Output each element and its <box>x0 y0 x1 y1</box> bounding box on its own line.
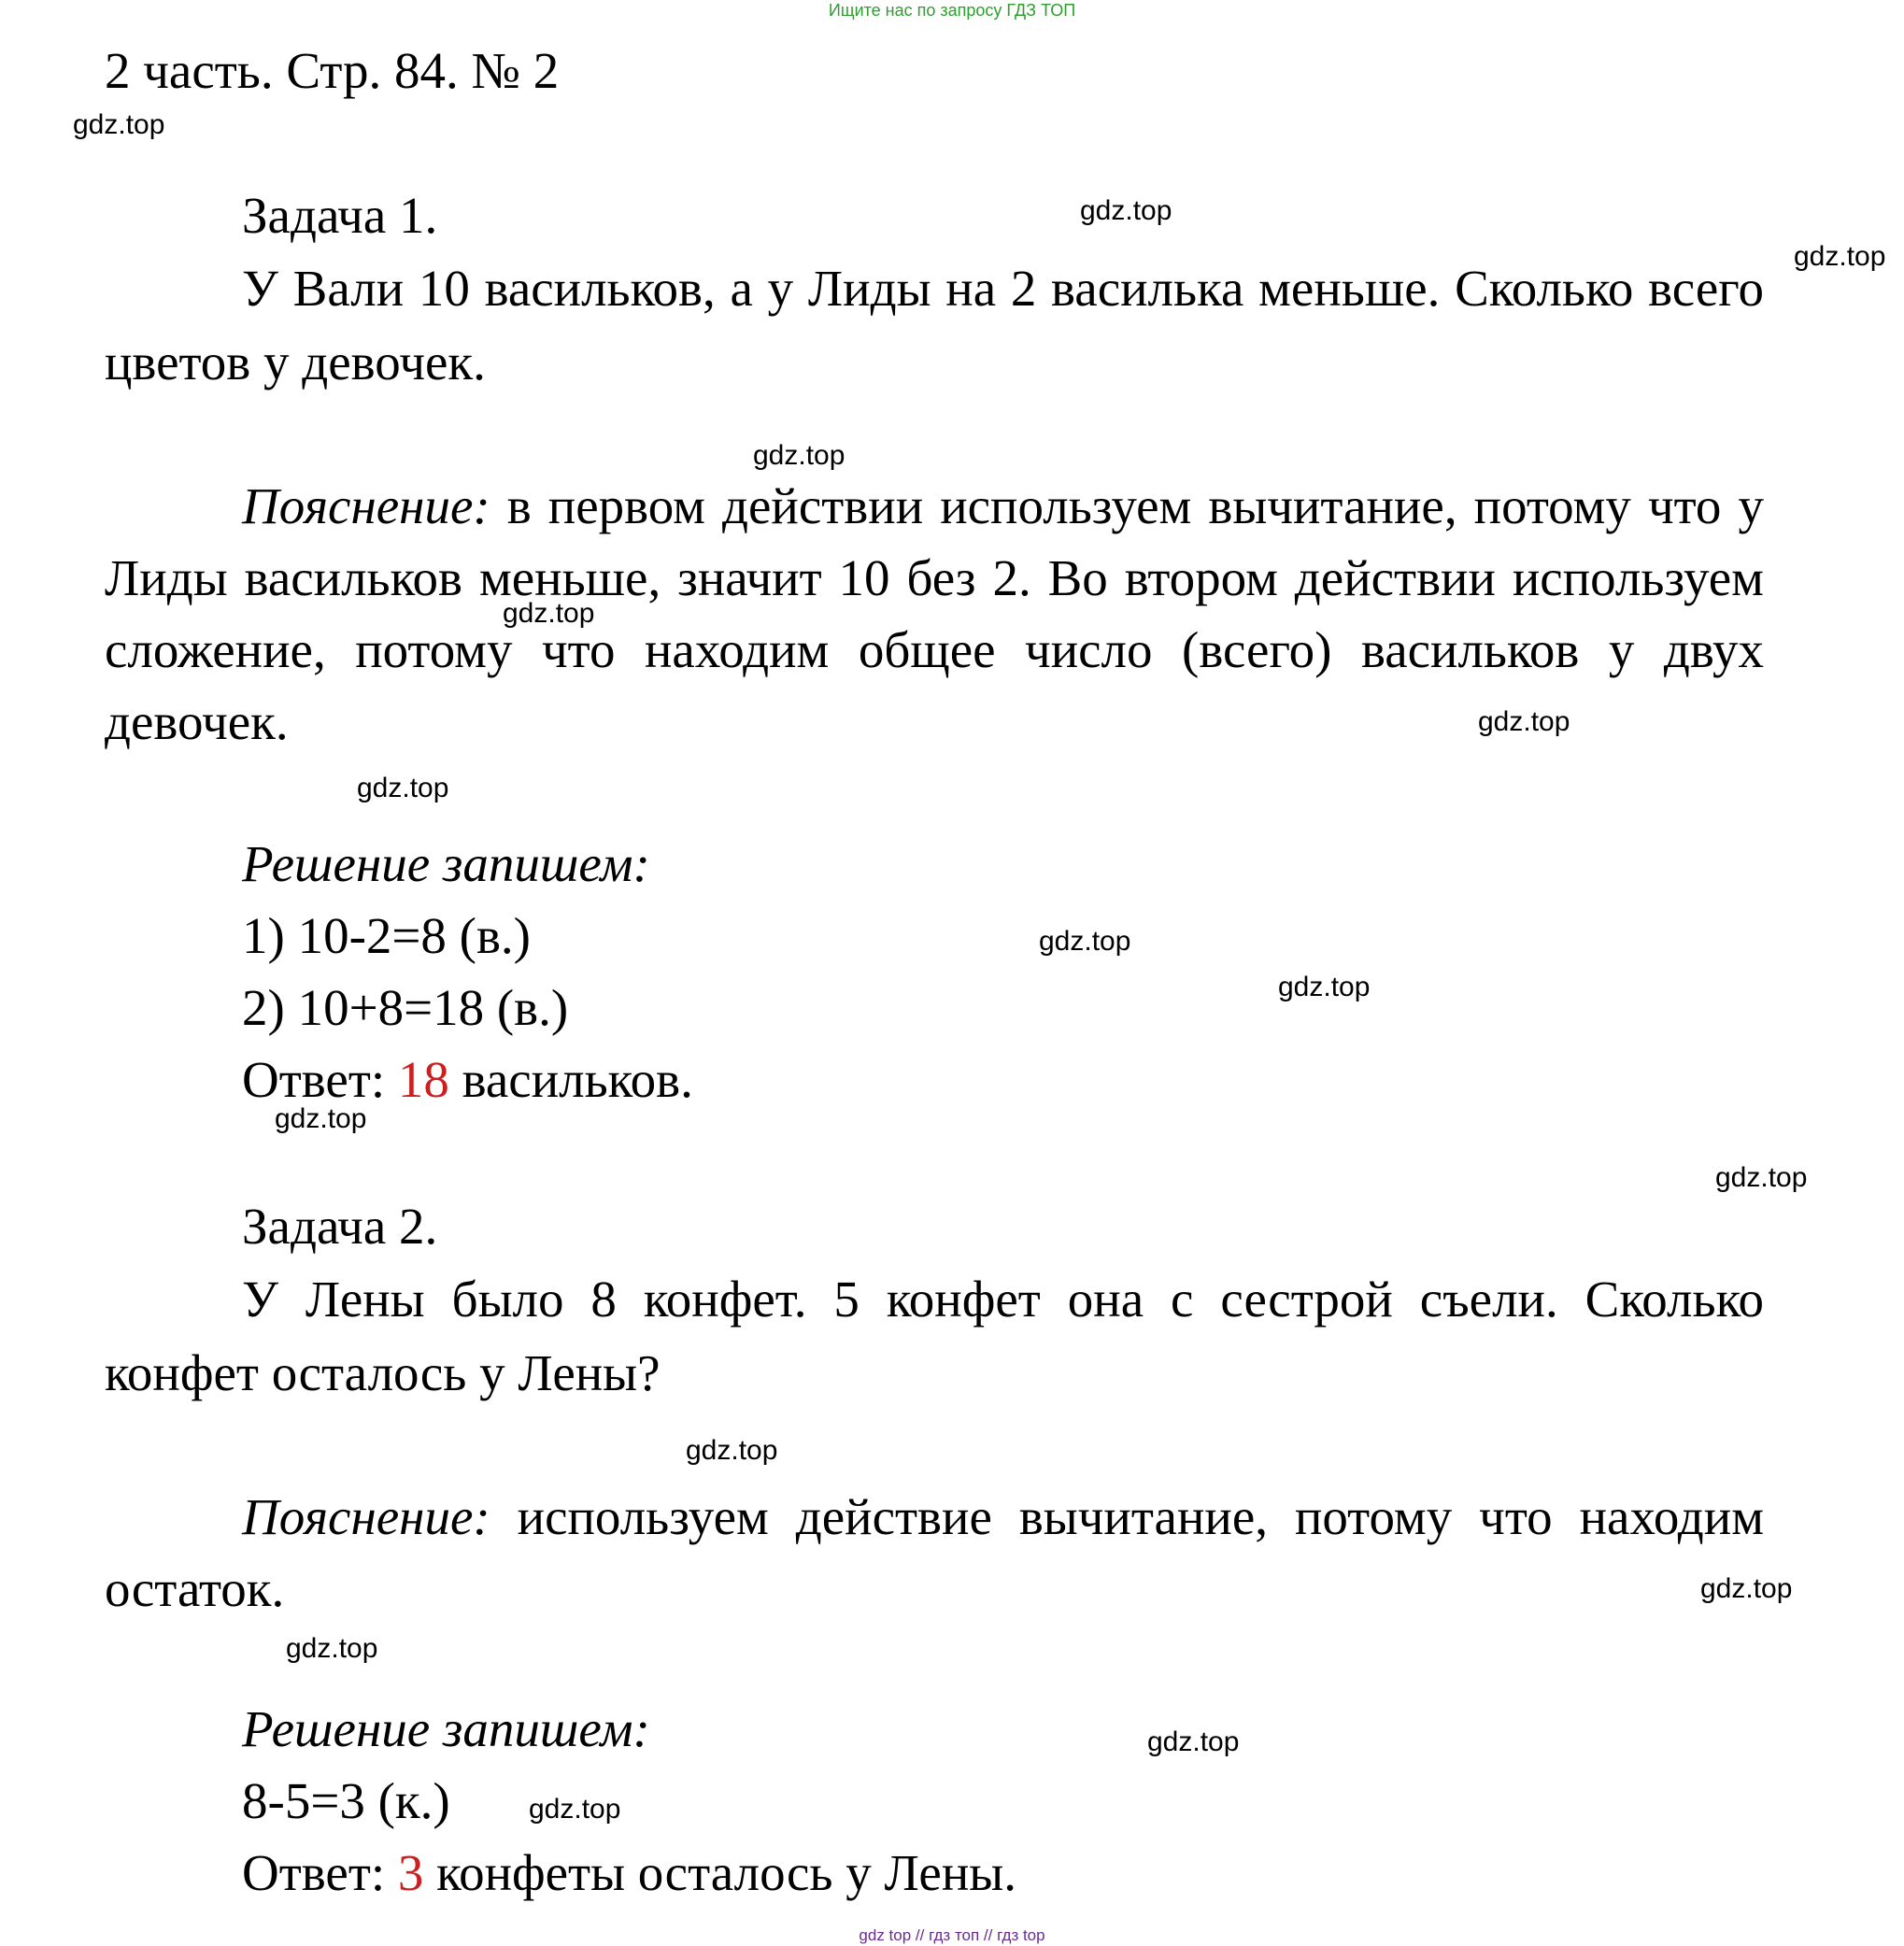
task1-solution-label: Решение запишем: <box>242 835 650 892</box>
watermark: gdz.top <box>1715 1162 1808 1193</box>
task2-answer <box>105 1837 1901 1909</box>
watermark: gdz.top <box>1147 1726 1240 1757</box>
watermark: gdz.top <box>73 109 165 140</box>
task1-explanation-text: в первом действии используем вычитание, потому что у Лиды васильков меньше, значит 10 без 2. Во втором действии используем сложение, потому что находим общее число (всего) васильков у двух девочек. <box>105 477 1764 750</box>
task2-title: Задача 2. <box>242 1198 438 1255</box>
task2-solution-label: Решение запишем: <box>242 1700 650 1757</box>
task1-title: Задача 1. <box>242 187 438 244</box>
task1-step-1: 1) 10-2=8 (в.) <box>242 907 531 964</box>
top-banner: Ищите нас по запросу ГДЗ ТОП <box>828 1 1076 20</box>
task2-answer-value: 3 <box>397 1844 424 1901</box>
task1-answer-label: Ответ: <box>242 1051 386 1108</box>
watermark: gdz.top <box>1278 972 1371 1002</box>
watermark: gdz.top <box>686 1435 778 1466</box>
footer: gdz top // гдз топ // гдз top <box>859 1926 1045 1944</box>
task2-explanation <box>105 1481 1764 1625</box>
task2-text: У Лены было 8 конфет. 5 конфет она с сестрой съели. Сколько конфет осталось у Лены? <box>105 1271 1764 1401</box>
watermark: gdz.top <box>1039 926 1131 957</box>
watermark: gdz.top <box>1478 706 1570 737</box>
watermark: gdz.top <box>357 773 449 803</box>
task1-answer-value: 18 <box>397 1051 449 1108</box>
task1-explanation-label: Пояснение: <box>242 477 490 534</box>
watermark: gdz.top <box>503 598 595 629</box>
task2-step: 8-5=3 (к.) <box>242 1772 450 1829</box>
task1-step-2: 2) 10+8=18 (в.) <box>242 979 569 1036</box>
task1-answer <box>105 1044 1901 1115</box>
watermark: gdz.top <box>275 1103 367 1134</box>
task1-text: У Вали 10 васильков, а у Лиды на 2 василька меньше. Сколько всего цветов у девочек. <box>105 260 1764 391</box>
watermark: gdz.top <box>1700 1573 1793 1604</box>
task2-explanation-label: Пояснение: <box>242 1488 490 1545</box>
watermark: gdz.top <box>286 1633 378 1664</box>
page-heading: 2 часть. Стр. 84. № 2 <box>105 42 560 99</box>
watermark: gdz.top <box>1080 195 1172 226</box>
watermark: gdz.top <box>753 440 845 471</box>
task1-answer-rest: васильков. <box>462 1051 693 1108</box>
task2-answer-label: Ответ: <box>242 1844 386 1901</box>
watermark: gdz.top <box>529 1794 621 1825</box>
task2-answer-rest: конфеты осталось у Лены. <box>436 1844 1016 1901</box>
task2-explanation-text: используем действие вычитание, потому что находим остаток. <box>105 1488 1764 1617</box>
watermark: gdz.top <box>1794 241 1886 272</box>
